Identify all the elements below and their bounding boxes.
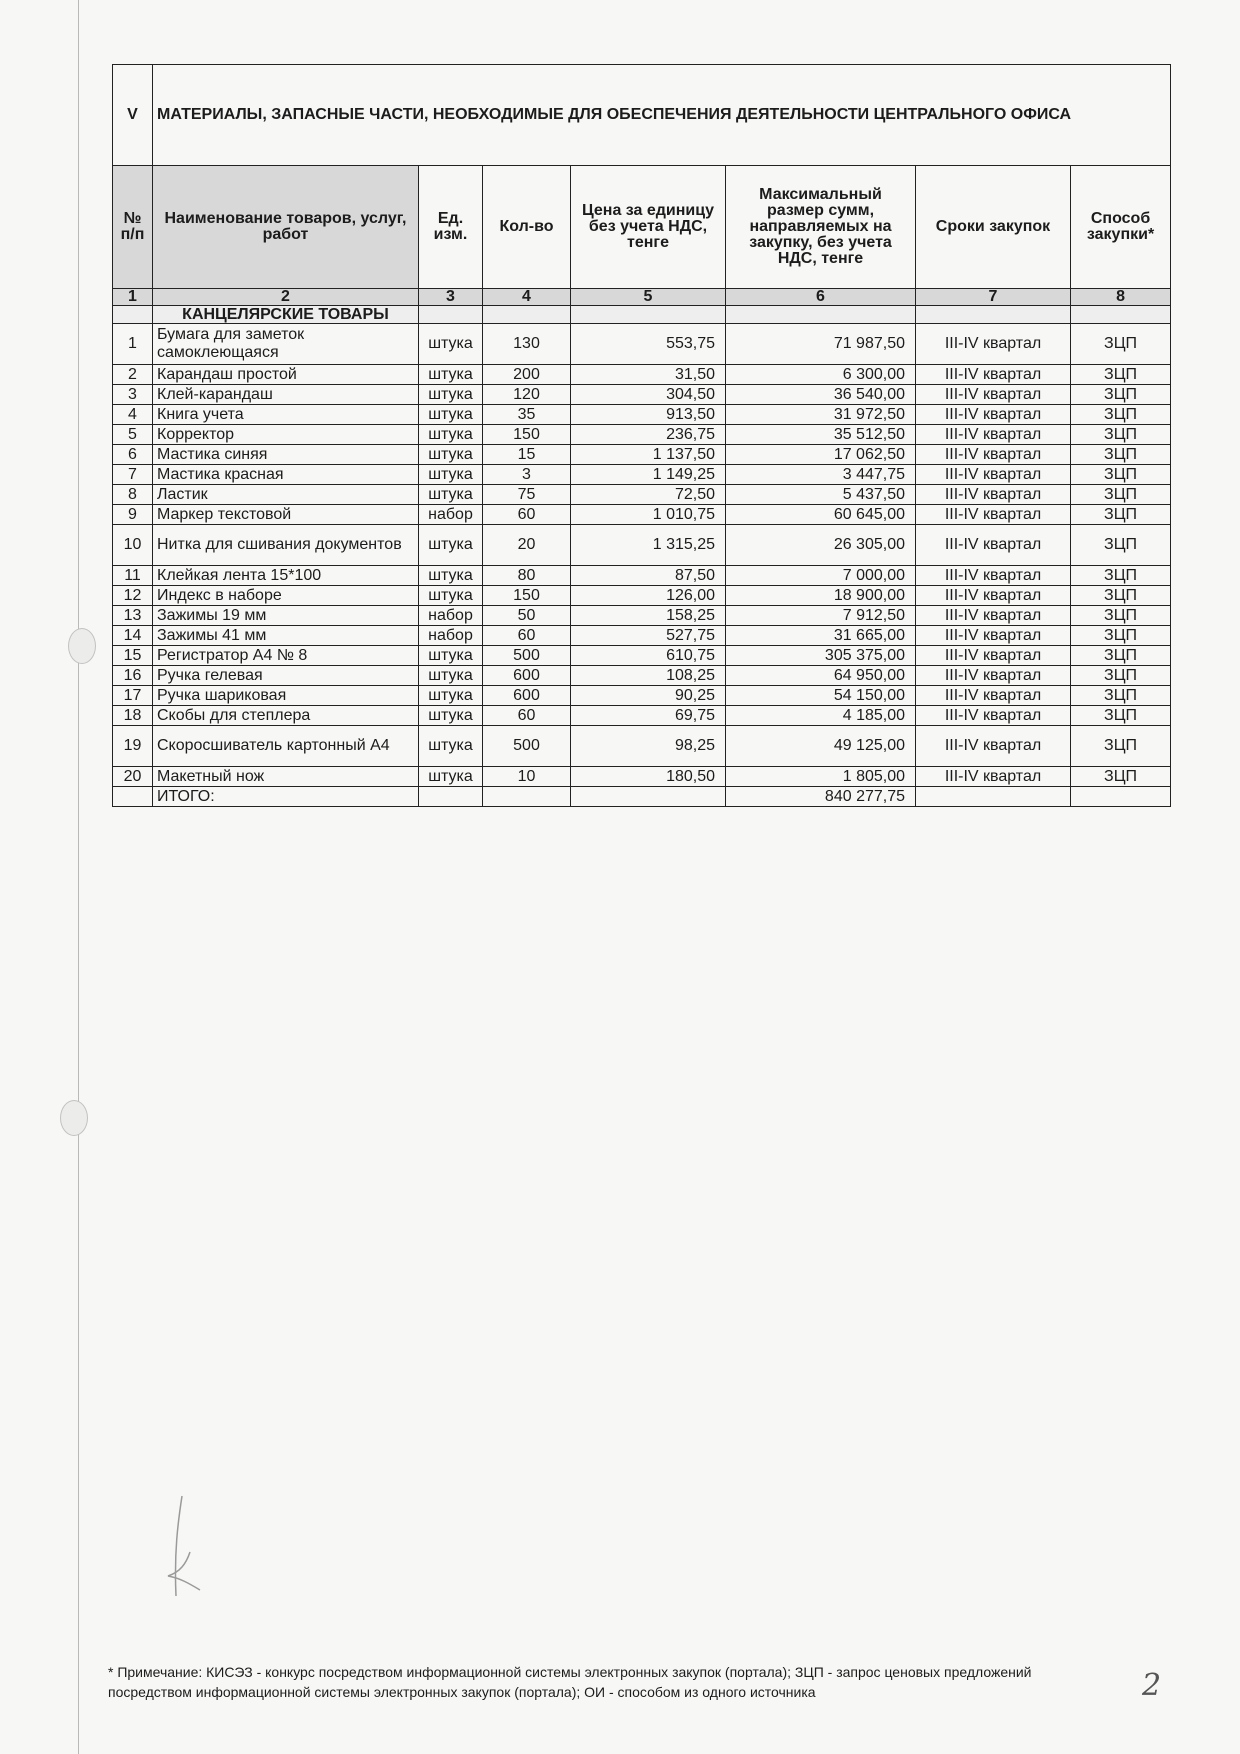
procurement-table: [112, 64, 1171, 807]
cell-sum: 26 305,00: [726, 525, 916, 566]
cell-unit: штука: [419, 385, 483, 405]
cell-name: Скобы для степлера: [153, 706, 419, 726]
cell-price: 158,25: [571, 606, 726, 626]
table-row: [113, 706, 1171, 726]
cell-number: 6: [113, 445, 153, 465]
cell-qty: 60: [483, 706, 571, 726]
cell-price: 1 137,50: [571, 445, 726, 465]
cell-method: ЗЦП: [1071, 405, 1171, 425]
cell-unit: набор: [419, 505, 483, 525]
cell-sum: 18 900,00: [726, 586, 916, 606]
cell-period: III-IV квартал: [916, 586, 1071, 606]
cell-period: III-IV квартал: [916, 666, 1071, 686]
cell-sum: 54 150,00: [726, 686, 916, 706]
table-row: [113, 505, 1171, 525]
col-header-name: Наименование товаров, услуг, работ: [153, 166, 419, 289]
cell-price: 553,75: [571, 324, 726, 365]
cell-method: ЗЦП: [1071, 425, 1171, 445]
cell-method: ЗЦП: [1071, 646, 1171, 666]
col-number: 1: [113, 289, 153, 306]
col-number: 3: [419, 289, 483, 306]
cell-qty: 20: [483, 525, 571, 566]
cell-unit: штука: [419, 365, 483, 385]
cell-sum: 31 972,50: [726, 405, 916, 425]
cell-method: ЗЦП: [1071, 586, 1171, 606]
cell-method: ЗЦП: [1071, 525, 1171, 566]
cell-period: III-IV квартал: [916, 525, 1071, 566]
cell-unit: штука: [419, 767, 483, 787]
cell-method: ЗЦП: [1071, 767, 1171, 787]
col-header-period: Сроки закупок: [916, 166, 1071, 289]
cell-sum: 1 805,00: [726, 767, 916, 787]
cell-number: 17: [113, 686, 153, 706]
category-spacer: [419, 306, 483, 324]
total-sum: 840 277,75: [726, 787, 916, 807]
cell-number: 13: [113, 606, 153, 626]
cell-unit: штука: [419, 646, 483, 666]
cell-qty: 130: [483, 324, 571, 365]
cell-sum: 3 447,75: [726, 465, 916, 485]
cell-sum: 4 185,00: [726, 706, 916, 726]
cell-price: 610,75: [571, 646, 726, 666]
cell-sum: 305 375,00: [726, 646, 916, 666]
cell-qty: 600: [483, 666, 571, 686]
total-spacer: [571, 787, 726, 807]
col-header-qty: Кол-во: [483, 166, 571, 289]
col-header-unit: Ед. изм.: [419, 166, 483, 289]
footnote: * Примечание: КИСЭЗ - конкурс посредством информационной системы электронных закупок (портала); ЗЦП - запрос ценовых предложений посредством информационной системы электронных закупок (портала); ОИ - способом из одного источника: [108, 1664, 1032, 1700]
cell-method: ЗЦП: [1071, 666, 1171, 686]
cell-number: 20: [113, 767, 153, 787]
cell-method: ЗЦП: [1071, 706, 1171, 726]
cell-sum: 31 665,00: [726, 626, 916, 646]
total-spacer: [483, 787, 571, 807]
cell-number: 14: [113, 626, 153, 646]
cell-name: Зажимы 41 мм: [153, 626, 419, 646]
cell-name: Мастика красная: [153, 465, 419, 485]
cell-sum: 49 125,00: [726, 726, 916, 767]
cell-name: Индекс в наборе: [153, 586, 419, 606]
cell-sum: 7 912,50: [726, 606, 916, 626]
cell-price: 87,50: [571, 566, 726, 586]
cell-method: ЗЦП: [1071, 445, 1171, 465]
cell-number: 1: [113, 324, 153, 365]
cell-name: Ластик: [153, 485, 419, 505]
table-row: [113, 465, 1171, 485]
cell-number: 19: [113, 726, 153, 767]
table-row: [113, 606, 1171, 626]
cell-qty: 120: [483, 385, 571, 405]
cell-name: Ручка шариковая: [153, 686, 419, 706]
column-number-row: [113, 289, 1171, 306]
cell-period: III-IV квартал: [916, 365, 1071, 385]
cell-price: 527,75: [571, 626, 726, 646]
cell-method: ЗЦП: [1071, 606, 1171, 626]
cell-unit: штука: [419, 586, 483, 606]
cell-period: III-IV квартал: [916, 686, 1071, 706]
table-row: [113, 666, 1171, 686]
cell-method: ЗЦП: [1071, 505, 1171, 525]
cell-price: 1 149,25: [571, 465, 726, 485]
cell-method: ЗЦП: [1071, 726, 1171, 767]
cell-period: III-IV квартал: [916, 485, 1071, 505]
cell-method: ЗЦП: [1071, 485, 1171, 505]
table-row: [113, 485, 1171, 505]
cell-period: III-IV квартал: [916, 566, 1071, 586]
col-number: 4: [483, 289, 571, 306]
cell-name: Регистратор А4 № 8: [153, 646, 419, 666]
table-row: [113, 525, 1171, 566]
cell-sum: 64 950,00: [726, 666, 916, 686]
cell-sum: 71 987,50: [726, 324, 916, 365]
cell-unit: штука: [419, 706, 483, 726]
table-row: [113, 646, 1171, 666]
cell-sum: 35 512,50: [726, 425, 916, 445]
cell-unit: штука: [419, 324, 483, 365]
cell-number: 4: [113, 405, 153, 425]
total-spacer: [419, 787, 483, 807]
col-header-num: № п/п: [113, 166, 153, 289]
cell-qty: 500: [483, 726, 571, 767]
cell-number: 10: [113, 525, 153, 566]
cell-price: 913,50: [571, 405, 726, 425]
page-number: 2: [1142, 1668, 1162, 1703]
cell-period: III-IV квартал: [916, 726, 1071, 767]
cell-sum: 60 645,00: [726, 505, 916, 525]
section-number: V: [113, 65, 153, 166]
cell-sum: 17 062,50: [726, 445, 916, 465]
cell-name: Ручка гелевая: [153, 666, 419, 686]
cell-name: Корректор: [153, 425, 419, 445]
cell-period: III-IV квартал: [916, 465, 1071, 485]
table-row: [113, 324, 1171, 365]
cell-unit: штука: [419, 525, 483, 566]
cell-price: 69,75: [571, 706, 726, 726]
cell-period: III-IV квартал: [916, 626, 1071, 646]
cell-qty: 15: [483, 445, 571, 465]
table-row: [113, 445, 1171, 465]
col-number: 6: [726, 289, 916, 306]
cell-method: ЗЦП: [1071, 324, 1171, 365]
cell-qty: 60: [483, 626, 571, 646]
cell-price: 180,50: [571, 767, 726, 787]
cell-price: 1 010,75: [571, 505, 726, 525]
col-number: 7: [916, 289, 1071, 306]
category-spacer: [483, 306, 571, 324]
table-row: [113, 586, 1171, 606]
total-row: [113, 787, 1171, 807]
punch-hole: [68, 628, 96, 664]
table-row: [113, 425, 1171, 445]
cell-name: Клейкая лента 15*100: [153, 566, 419, 586]
cell-qty: 10: [483, 767, 571, 787]
table-row: [113, 767, 1171, 787]
cell-number: 8: [113, 485, 153, 505]
cell-period: III-IV квартал: [916, 425, 1071, 445]
cell-period: III-IV квартал: [916, 606, 1071, 626]
table-row: [113, 726, 1171, 767]
category-label: КАНЦЕЛЯРСКИЕ ТОВАРЫ: [153, 306, 419, 324]
total-spacer: [1071, 787, 1171, 807]
category-spacer: [113, 306, 153, 324]
cell-name: Макетный нож: [153, 767, 419, 787]
section-row: [113, 65, 1171, 166]
col-header-price: Цена за единицу без учета НДС, тенге: [571, 166, 726, 289]
category-spacer: [571, 306, 726, 324]
table-row: [113, 566, 1171, 586]
cell-name: Книга учета: [153, 405, 419, 425]
cell-qty: 75: [483, 485, 571, 505]
cell-price: 236,75: [571, 425, 726, 445]
cell-sum: 36 540,00: [726, 385, 916, 405]
cell-number: 12: [113, 586, 153, 606]
category-spacer: [726, 306, 916, 324]
cell-price: 1 315,25: [571, 525, 726, 566]
cell-sum: 7 000,00: [726, 566, 916, 586]
cell-period: III-IV квартал: [916, 324, 1071, 365]
cell-price: 108,25: [571, 666, 726, 686]
cell-unit: штука: [419, 465, 483, 485]
total-label: ИТОГО:: [153, 787, 419, 807]
cell-period: III-IV квартал: [916, 706, 1071, 726]
cell-method: ЗЦП: [1071, 385, 1171, 405]
cell-period: III-IV квартал: [916, 505, 1071, 525]
cell-period: III-IV квартал: [916, 767, 1071, 787]
cell-qty: 600: [483, 686, 571, 706]
cell-price: 126,00: [571, 586, 726, 606]
section-title: МАТЕРИАЛЫ, ЗАПАСНЫЕ ЧАСТИ, НЕОБХОДИМЫЕ ДЛЯ ОБЕСПЕЧЕНИЯ ДЕЯТЕЛЬНОСТИ ЦЕНТРАЛЬНОГО ОФИСА: [153, 65, 1171, 166]
cell-name: Мастика синяя: [153, 445, 419, 465]
cell-period: III-IV квартал: [916, 405, 1071, 425]
cell-qty: 150: [483, 586, 571, 606]
cell-number: 11: [113, 566, 153, 586]
cell-qty: 200: [483, 365, 571, 385]
signature-mark: [160, 1492, 220, 1607]
punch-hole: [60, 1100, 88, 1136]
col-number: 2: [153, 289, 419, 306]
cell-unit: набор: [419, 606, 483, 626]
cell-number: 5: [113, 425, 153, 445]
category-spacer: [916, 306, 1071, 324]
cell-method: ЗЦП: [1071, 566, 1171, 586]
cell-name: Маркер текстовой: [153, 505, 419, 525]
cell-name: Карандаш простой: [153, 365, 419, 385]
cell-method: ЗЦП: [1071, 365, 1171, 385]
col-header-sum: Максимальный размер сумм, направляемых на закупку, без учета НДС, тенге: [726, 166, 916, 289]
col-number: 5: [571, 289, 726, 306]
col-header-method: Способ закупки*: [1071, 166, 1171, 289]
cell-price: 72,50: [571, 485, 726, 505]
header-row: [113, 166, 1171, 289]
cell-name: Нитка для сшивания документов: [153, 525, 419, 566]
cell-name: Скоросшиватель картонный А4: [153, 726, 419, 767]
total-spacer: [916, 787, 1071, 807]
cell-name: Бумага для заметок самоклеющаяся: [153, 324, 419, 365]
cell-name: Клей-карандаш: [153, 385, 419, 405]
cell-unit: штука: [419, 686, 483, 706]
cell-qty: 60: [483, 505, 571, 525]
table-row: [113, 385, 1171, 405]
cell-number: 2: [113, 365, 153, 385]
page-edge: [78, 0, 79, 1754]
table-row: [113, 365, 1171, 385]
table-row: [113, 626, 1171, 646]
cell-number: 18: [113, 706, 153, 726]
cell-unit: штука: [419, 566, 483, 586]
cell-qty: 80: [483, 566, 571, 586]
cell-name: Зажимы 19 мм: [153, 606, 419, 626]
cell-unit: штука: [419, 485, 483, 505]
category-row: [113, 306, 1171, 324]
cell-period: III-IV квартал: [916, 445, 1071, 465]
cell-period: III-IV квартал: [916, 646, 1071, 666]
cell-number: 7: [113, 465, 153, 485]
cell-unit: штука: [419, 425, 483, 445]
cell-qty: 50: [483, 606, 571, 626]
cell-unit: штука: [419, 405, 483, 425]
cell-period: III-IV квартал: [916, 385, 1071, 405]
category-spacer: [1071, 306, 1171, 324]
cell-qty: 500: [483, 646, 571, 666]
table-row: [113, 686, 1171, 706]
cell-number: 9: [113, 505, 153, 525]
cell-sum: 5 437,50: [726, 485, 916, 505]
cell-number: 16: [113, 666, 153, 686]
cell-method: ЗЦП: [1071, 626, 1171, 646]
cell-price: 98,25: [571, 726, 726, 767]
cell-qty: 3: [483, 465, 571, 485]
cell-method: ЗЦП: [1071, 465, 1171, 485]
cell-number: 3: [113, 385, 153, 405]
cell-qty: 35: [483, 405, 571, 425]
cell-qty: 150: [483, 425, 571, 445]
table-row: [113, 405, 1171, 425]
cell-price: 31,50: [571, 365, 726, 385]
cell-unit: набор: [419, 626, 483, 646]
cell-number: 15: [113, 646, 153, 666]
cell-price: 304,50: [571, 385, 726, 405]
cell-unit: штука: [419, 445, 483, 465]
cell-price: 90,25: [571, 686, 726, 706]
cell-unit: штука: [419, 666, 483, 686]
total-spacer: [113, 787, 153, 807]
cell-method: ЗЦП: [1071, 686, 1171, 706]
col-number: 8: [1071, 289, 1171, 306]
cell-unit: штука: [419, 726, 483, 767]
cell-sum: 6 300,00: [726, 365, 916, 385]
